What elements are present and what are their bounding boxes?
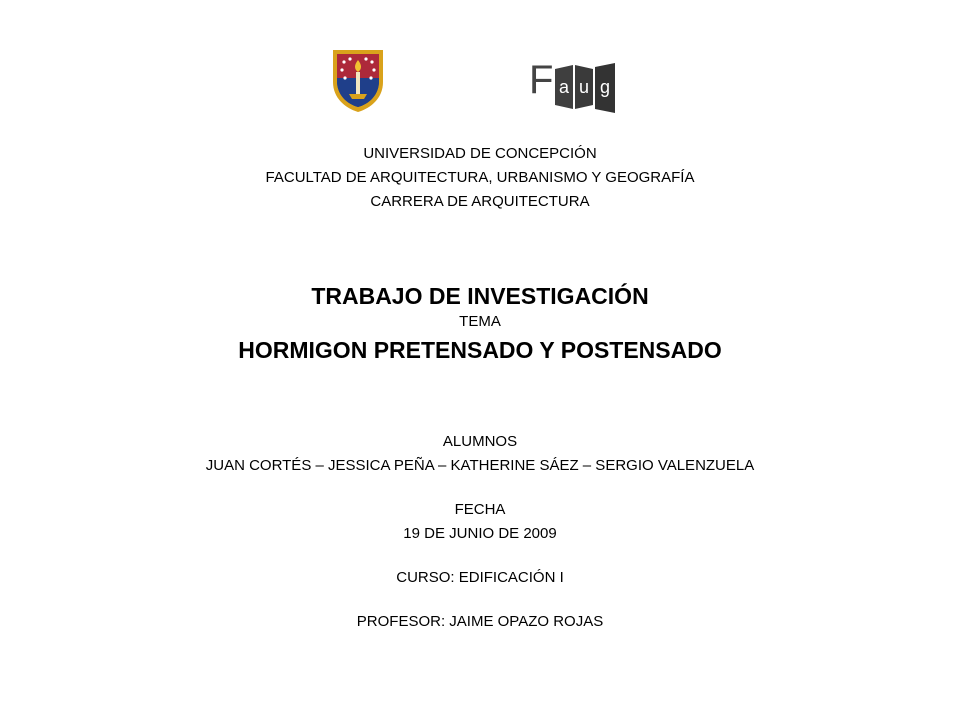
date-value: 19 DE JUNIO DE 2009 (403, 525, 557, 542)
career-name: CARRERA DE ARQUITECTURA (370, 193, 590, 210)
topic-title: HORMIGON PRETENSADO Y POSTENSADO (238, 337, 722, 363)
university-name: UNIVERSIDAD DE CONCEPCIÓN (363, 145, 597, 162)
students-label: ALUMNOS (442, 433, 518, 450)
course: CURSO: EDIFICACIÓN I (396, 569, 564, 586)
faug-letter-f: F (529, 58, 554, 102)
university-crest-logo (331, 48, 385, 114)
work-type-title: TRABAJO DE INVESTIGACIÓN (311, 283, 649, 309)
date-label: FECHA (454, 501, 506, 518)
faculty-name: FACULTAD DE ARQUITECTURA, URBANISMO Y GEOGRAFÍA (265, 169, 695, 186)
faug-tile-a: a (558, 77, 570, 97)
topic-label: TEMA (459, 313, 501, 330)
faug-tile-g: g (599, 77, 611, 97)
faug-tile-u: u (578, 77, 590, 97)
students-names: JUAN CORTÉS – JESSICA PEÑA – KATHERINE SÁEZ – SERGIO VALENZUELA (205, 457, 755, 474)
professor: PROFESOR: JAIME OPAZO ROJAS (356, 613, 604, 630)
faug-logo (529, 55, 616, 119)
